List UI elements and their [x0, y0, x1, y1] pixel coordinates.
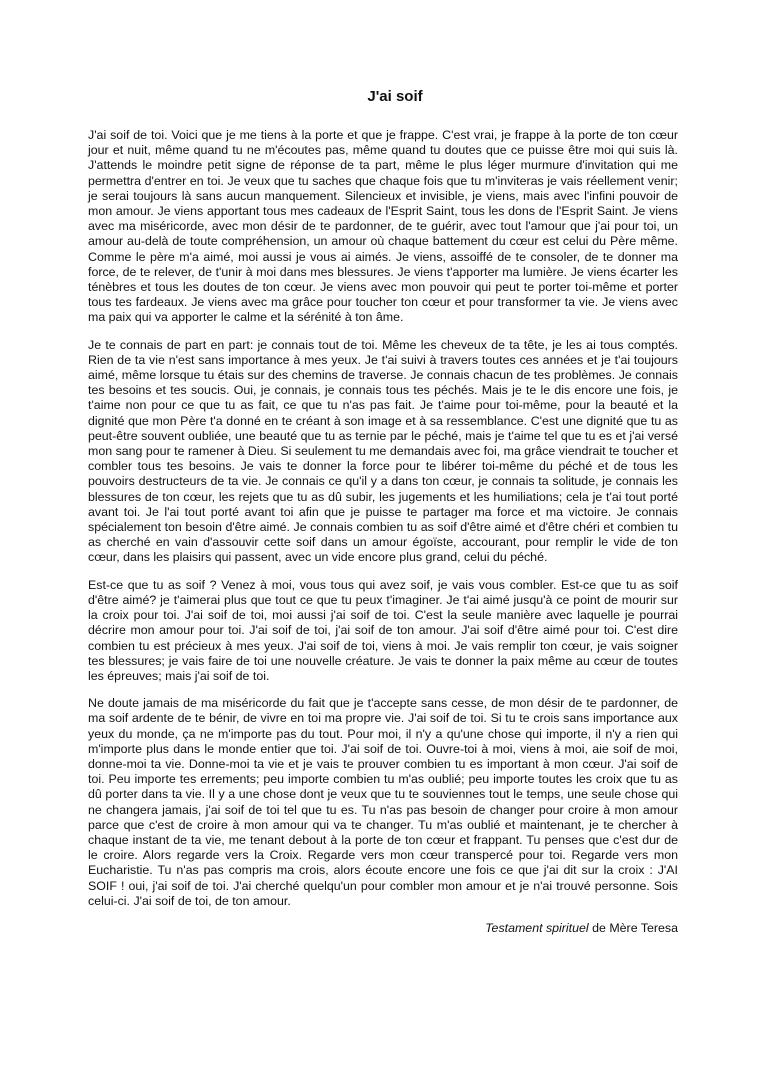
signature-work: Testament spirituel — [485, 920, 589, 935]
signature — [88, 921, 678, 936]
paragraph-2: Je te connais de part en part: je connais tout de toi. Même les cheveux de ta tête, je les ai tous comptés. Rien de ta vie n'est sans importance à mes yeux. Je t'ai suivi à travers toutes ces années et je t'ai toujours aimé, même lorsque tu étais sur des chemins de traverse. Je connais chacun de tes problèmes. Je connais tes besoins et tes soucis. Oui, je connais, je connais tous tes péchés. Mais je te le dis encore une fois, je t'aime non pour ce que tu as fait, ce que tu n'as pas fait. Je t'aime pour toi-même, pour la beauté et la dignité que mon Père t'a donné en te créant à son image et à sa ressemblance. C'est une dignité que tu as peut-être souvent oubliée, une beauté que tu as ternie par le péché, mais je t'aime tel que tu es et j'ai versé mon sang pour te ramener à Dieu. Si seulement tu me demandais avec foi, ma grâce viendrait te toucher et combler tous tes besoins. Je vais te donner la force pour te libérer toi-même du péché et de tous les pouvoirs destructeurs de ta vie. Je connais ce qu'il y a dans ton cœur, je connais ta solitude, je connais les blessures de ton cœur, les rejets que tu as dû subir, les jugements et les humiliations; cela je t'ai tout porté avant toi. Je l'ai tout porté avant toi afin que je puisse te partager ma force et ma victoire. Je connais spécialement ton besoin d'être aimé. Je connais combien tu as soif d'être aimé et d'être chéri et combien tu as cherché en vain d'assouvir cette soif dans un amour égoïste, accourant, pour remplir le vide de ton cœur, dans les plaisirs qui passent, avec un vide encore plus grand, celui du péché. — [88, 337, 678, 565]
signature-author: de Mère Teresa — [592, 920, 678, 935]
paragraph-3: Est-ce que tu as soif ? Venez à moi, vous tous qui avez soif, je vais vous combler. Est-ce que tu as soif d'être aimé? je t'aimerai plus que tout ce que tu peux t'imaginer. Je t'ai aimé jusqu'à ce point de mourir sur la croix pour toi. J'ai soif de toi, moi aussi j'ai soif de toi. C'est la seule manière avec laquelle je pourrai décrire mon amour pour toi. J'ai soif de toi, j'ai soif de ton amour. J'ai soif d'être aimé pour toi. C'est dire combien tu est précieux à mes yeux. J'ai soif de toi, viens à moi. Je vais remplir ton cœur, je vais soigner tes blessures; je vais faire de toi une nouvelle créature. Je vais te donner la paix même au cœur de toutes les épreuves; mais j'ai soif de toi. — [88, 577, 678, 683]
paragraph-1: J'ai soif de toi. Voici que je me tiens à la porte et que je frappe. C'est vrai, je frappe à la porte de ton cœur jour et nuit, même quand tu ne m'écoutes pas, même quand tu doutes que ce puisse être moi qui suis là. J'attends le moindre petit signe de réponse de ta part, même le plus léger murmure d'invitation qui me permettra d'entrer en toi. Je veux que tu saches que chaque fois que tu m'inviteras je vais réellement venir; je serai toujours là sans aucun manquement. Silencieux et invisible, je viens, mais avec l'infini pouvoir de mon amour. Je viens apportant tous mes cadeaux de l'Esprit Saint, tous les dons de l'Esprit Saint. Je viens avec ma miséricorde, avec mon désir de te pardonner, de te guérir, avec tout l'amour que j'ai pour toi, un amour au-delà de toute compréhension, un amour où chaque battement du cœur est celui du Père même. Comme le père m'a aimé, moi aussi je vous ai aimés. Je viens, assoiffé de te consoler, de te donner ma force, de te relever, de t'unir à moi dans mes blessures. Je viens t'apporter ma lumière. Je viens écarter les ténèbres et tous les doutes de ton cœur. Je viens avec mon pouvoir qui peut te porter toi-même et porter tous tes fardeaux. Je viens avec ma grâce pour toucher ton cœur et pour transformer ta vie. Je viens avec ma paix qui va apporter le calme et la sérénité à ton âme. — [88, 128, 678, 325]
document-page — [88, 88, 678, 936]
paragraph-4: Ne doute jamais de ma miséricorde du fait que je t'accepte sans cesse, de mon désir de te pardonner, de ma soif ardente de te bénir, de vivre en toi ma propre vie. J'ai soif de toi. Si tu te crois sans importance aux yeux du monde, ça ne m'importe pas du tout. Pour moi, il n'y a qu'une chose qui importe, il n'y a rien qui m'importe plus dans le monde entier que toi. J'ai soif de toi. Ouvre-toi à moi, viens à moi, aie soif de moi, donne-moi ta vie. Donne-moi ta vie et je vais te prouver combien tu es important à mon cœur. J'ai soif de toi. Peu importe tes errements; peu importe combien tu m'as oublié; peu importe toutes les croix que tu as dû porter dans ta vie. Il y a une chose dont je veux que tu te souviennes tout le temps, une seule chose qui ne changera jamais, j'ai soif de toi tel que tu es. Tu n'as pas besoin de changer pour croire à mon amour parce que c'est de croire à mon amour qui va te changer. Tu m'as oublié et maintenant, je te chercher à chaque instant de ta vie, me tenant debout à la porte de ton cœur et frappant. Tu penses que c'est dur de le croire. Alors regarde vers la Croix. Regarde vers mon cœur transpercé pour toi. Regarde vers mon Eucharistie. Tu n'as pas compris ma crois, alors écoute encore une fois ce que j'ai dit sur la croix : J'AI SOIF ! oui, j'ai soif de toi. J'ai cherché quelqu'un pour combler mon amour et je n'ai trouvé personne. Sois celui-ci. J'ai soif de toi, de ton amour. — [88, 696, 678, 908]
document-title: J'ai soif — [367, 88, 423, 105]
